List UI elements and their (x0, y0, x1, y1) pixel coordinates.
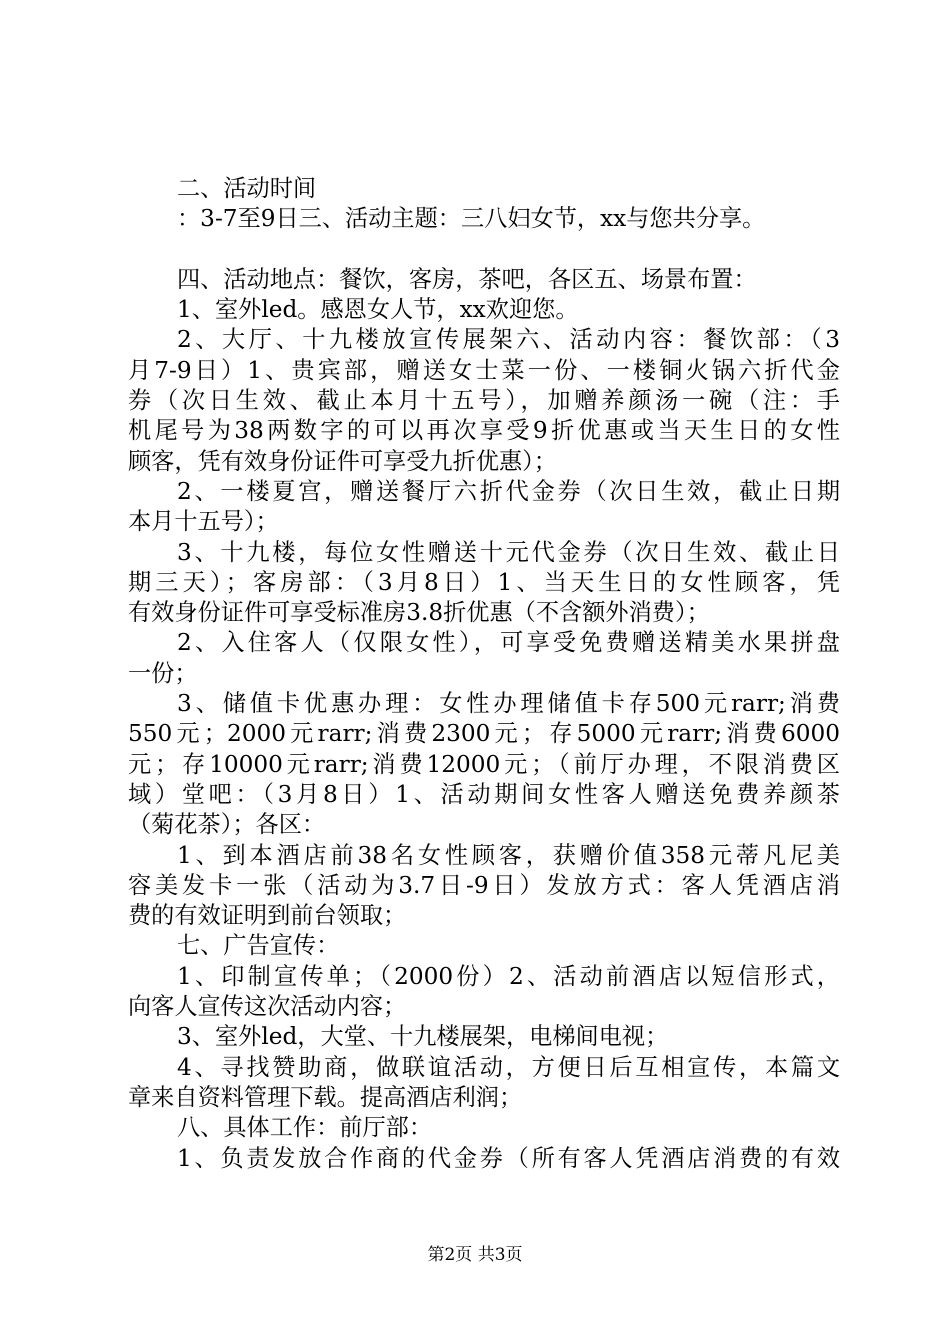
text-line: 七、广告宣传： (177, 932, 340, 960)
text-line: 有效身份证件可享受标准房3.8折优惠（不含额外消费）； (128, 599, 710, 627)
text-line: 章来自资料管理下载。提高酒店利润； (128, 1083, 523, 1111)
text-line: 月7-9日）1、贵宾部，赠送女士菜一份、一楼铜火锅六折代金 (128, 356, 840, 384)
text-line: 期三天）；客房部：（3月8日）1、当天生日的女性顾客，凭 (128, 568, 840, 596)
text-line: 向客人宣传这次活动内容； (128, 993, 407, 1021)
text-line: 四、活动地点：餐饮，客房，茶吧，各区五、场景布置： (177, 265, 757, 293)
text-line: 一份； (128, 659, 198, 687)
text-line: 3、十九楼，每位女性赠送十元代金券（次日生效、截止日 (177, 538, 840, 566)
text-line: 1、室外led。感恩女人节，xx欢迎您。 (177, 296, 579, 324)
text-line: 费的有效证明到前台领取； (128, 902, 407, 930)
text-line: 本月十五号）； (128, 508, 279, 536)
text-line: 4、寻找赞助商，做联谊活动，方便日后互相宣传，本篇文 (177, 1053, 840, 1081)
text-line: 2、一楼夏宫，赠送餐厅六折代金券（次日生效，截止日期 (177, 477, 840, 505)
text-line: （菊花茶）；各区： (128, 811, 326, 839)
text-line: 二、活动时间 (177, 175, 317, 202)
text-line: 3、室外led，大堂、十九楼展架，电梯间电视； (177, 1023, 669, 1051)
text-line: 顾客，凭有效身份证件可享受九折优惠）； (128, 447, 557, 475)
document-body (128, 174, 840, 1174)
text-line: 1、印制宣传单；（2000份）2、活动前酒店以短信形式， (177, 962, 840, 990)
blank-line (128, 235, 840, 265)
text-line: 3、储值卡优惠办理：女性办理储值卡存500元rarr;消费 (177, 690, 840, 718)
text-line: 2、大厅、十九楼放宣传展架六、活动内容：餐饮部：（3 (177, 326, 840, 354)
text-line: 容美发卡一张（活动为3.7日-9日）发放方式：客人凭酒店消 (128, 871, 840, 899)
text-line: 元；存10000元rarr;消费12000元；（前厅办理，不限消费区 (128, 750, 840, 778)
text-line: 1、负责发放合作商的代金券（所有客人凭酒店消费的有效 (177, 1144, 840, 1172)
text-line: 2、入住客人（仅限女性），可享受免费赠送精美水果拼盘 (177, 629, 840, 657)
text-line: 550元；2000元rarr;消费2300元；存5000元rarr;消费6000 (128, 720, 840, 748)
text-line: 机尾号为38两数字的可以再次享受9折优惠或当天生日的女性 (128, 417, 840, 445)
text-line: 1、到本酒店前38名女性顾客，获赠价值358元蒂凡尼美 (177, 841, 840, 869)
text-line: 券（次日生效、截止本月十五号），加赠养颜汤一碗（注：手 (128, 387, 840, 415)
text-line: 八、具体工作：前厅部： (177, 1114, 433, 1142)
text-line: ：3-7至9日三、活动主题：三八妇女节，xx与您共分享。 (177, 205, 766, 233)
text-line: 域）堂吧：（3月8日）1、活动期间女性客人赠送免费养颜茶 (128, 780, 840, 808)
page-footer: 第2页 共3页 (427, 1245, 523, 1265)
